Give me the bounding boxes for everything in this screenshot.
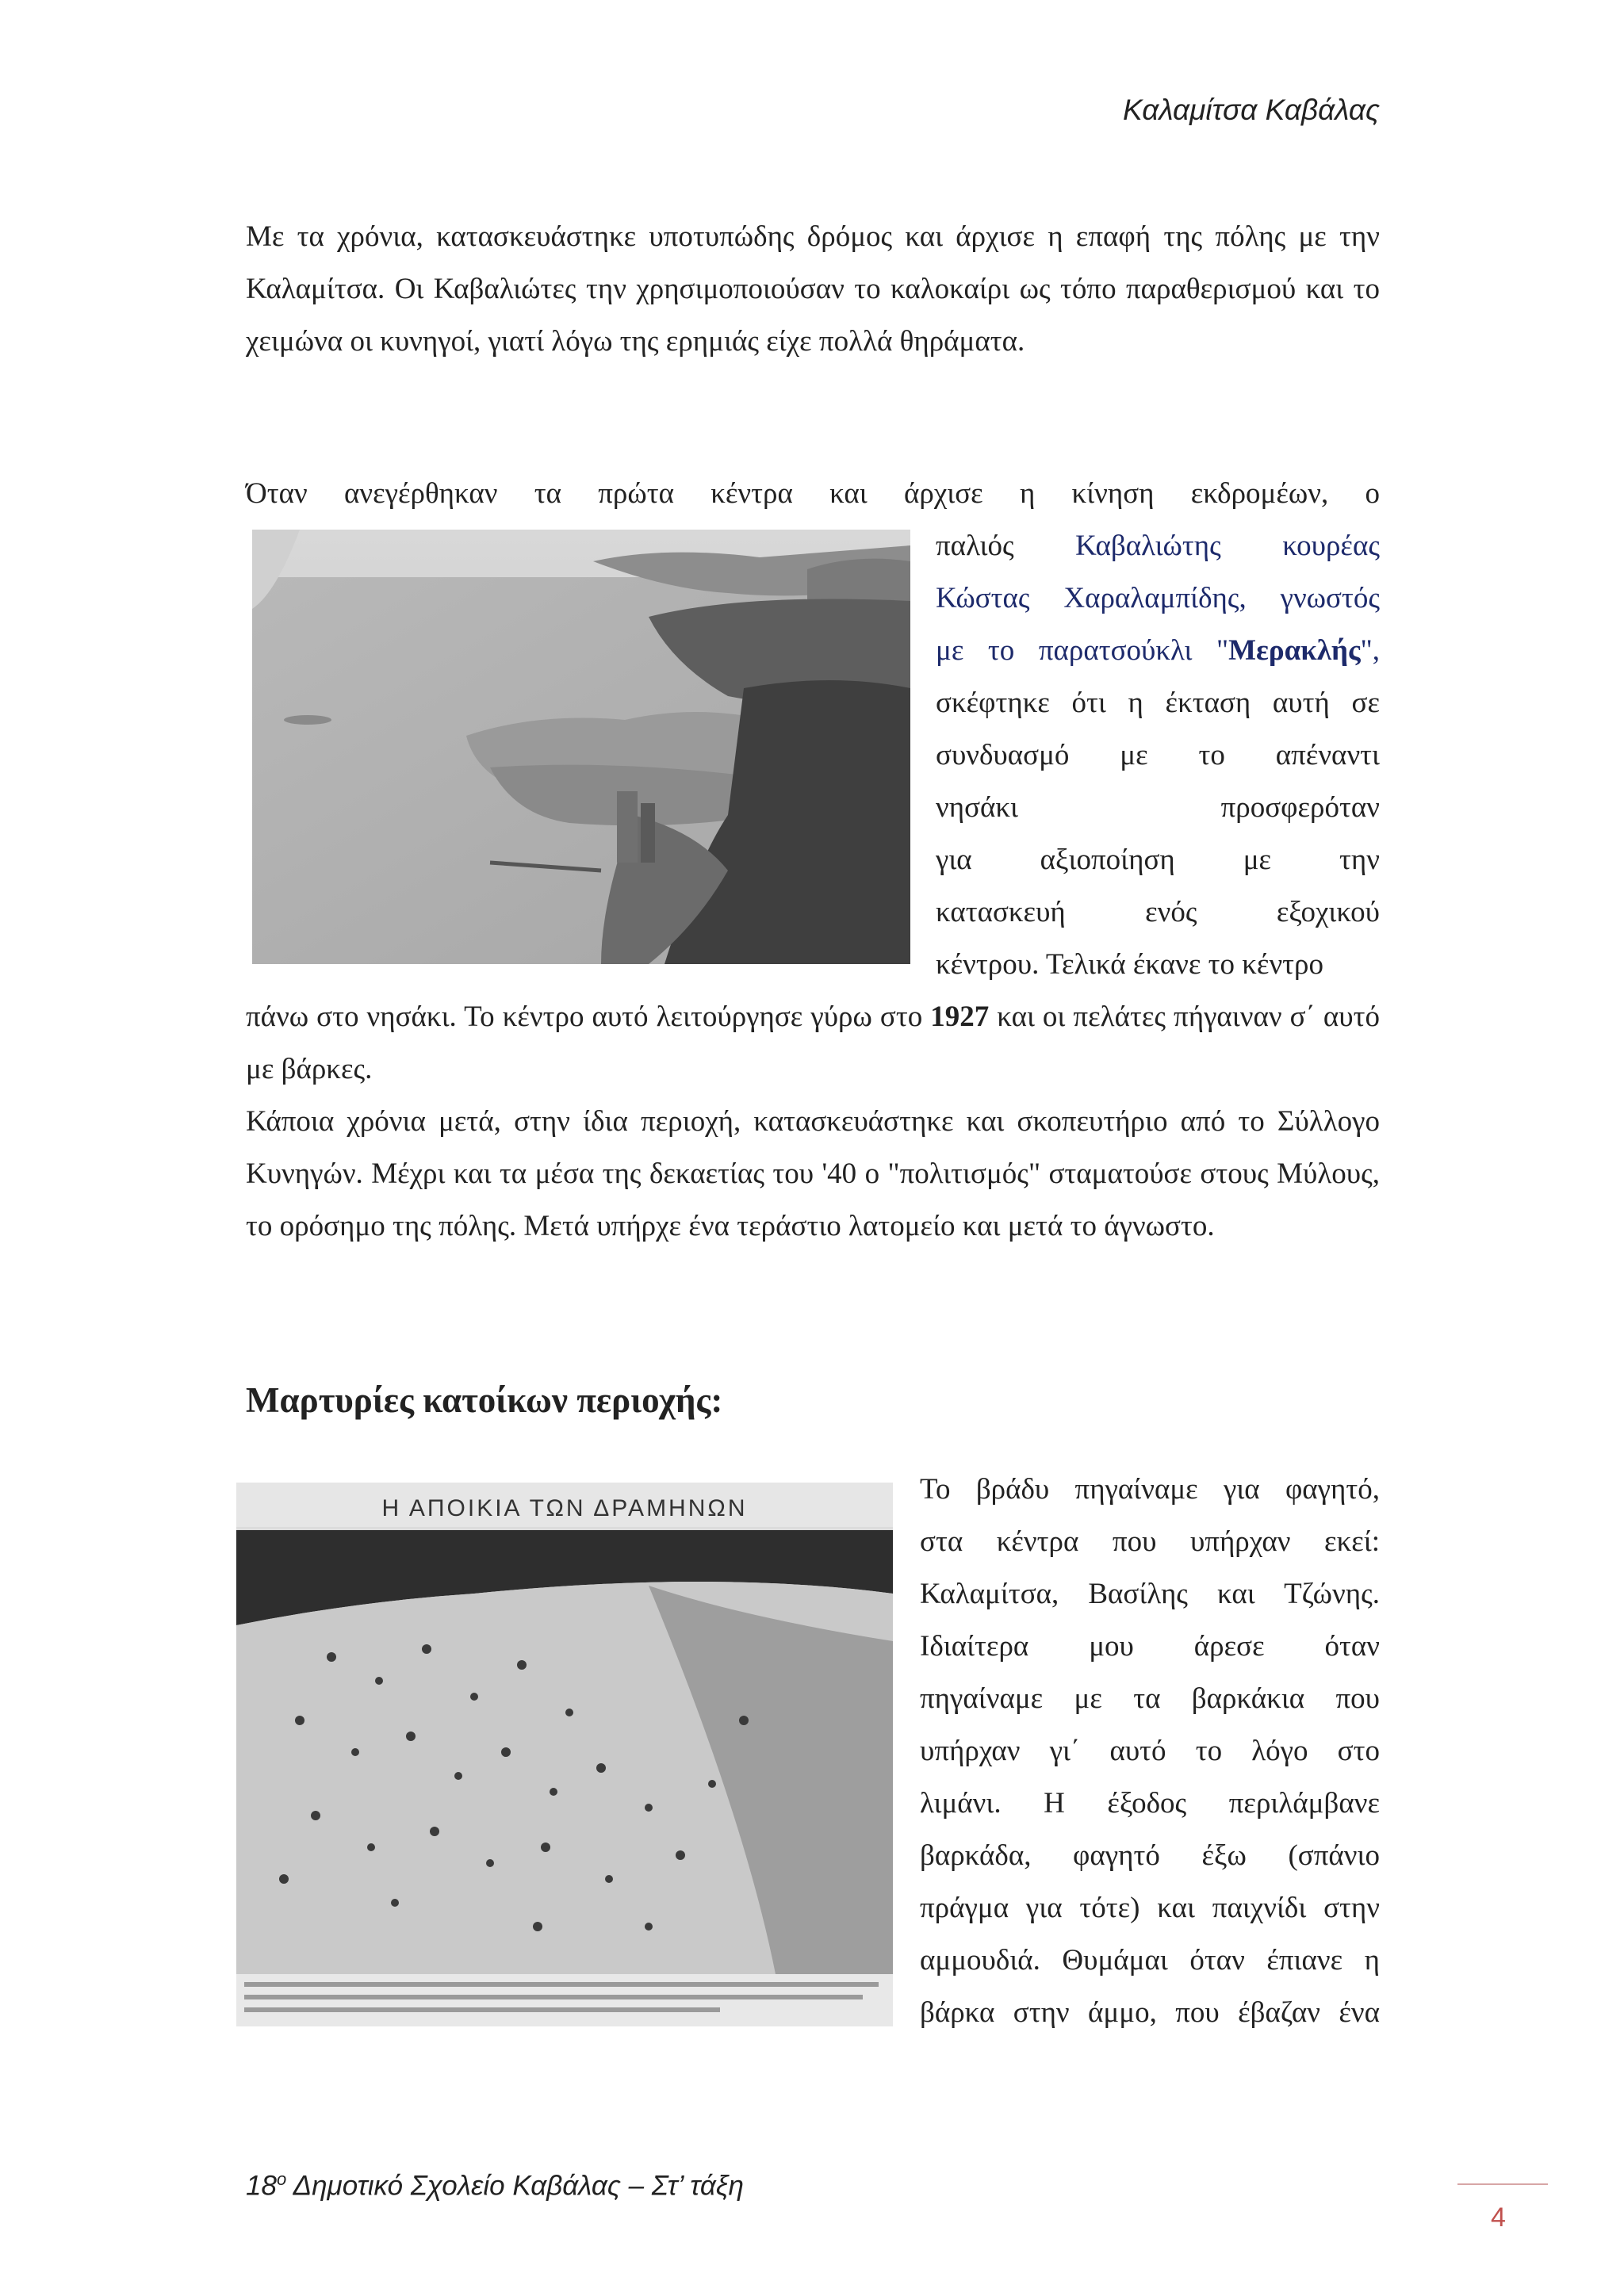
- crowded-beach-illustration: [236, 1483, 893, 2026]
- wrapped-text-column: [936, 520, 1380, 991]
- page-number-rule: [1457, 2183, 1548, 2185]
- testimony-line: πράγμα για τότε) και παιχνίδι στην: [920, 1892, 1380, 1924]
- year-bold: 1927: [930, 1001, 990, 1033]
- tail-text: πάνω στο νησάκι. Το κέντρο αυτό λειτούργησε γύρω στο: [246, 1001, 931, 1033]
- testimony-line: πηγαίναμε με τα βαρκάκια που: [920, 1682, 1380, 1715]
- col-text-highlight: ",: [1360, 634, 1380, 667]
- aerial-coast-illustration: [252, 530, 910, 964]
- testimony-line: Καλαμίτσα, Βασίλης και Τζώνης.: [920, 1578, 1380, 1610]
- paragraph-centers-tail: [246, 991, 1380, 1096]
- testimony-column: [920, 1464, 1380, 2039]
- paragraph-roads: Με τα χρόνια, κατασκευάστηκε υποτυπώδης δρόμος και άρχισε η επαφή της πόλης με την Καλαμίτσα. Οι Καβαλιώτες την χρησιμοποιούσαν το καλοκαίρι ως τόπο παραθερισμού και το χειμώνα οι κυνηγοί, γιατί λόγω της ερημιάς είχε πολλά θηράματα.: [246, 220, 1380, 358]
- testimony-line: βάρκα στην άμμο, που έβαζαν ένα: [920, 1996, 1380, 2029]
- col-line-6: νησάκι προσφερόταν: [936, 791, 1380, 824]
- page-number: 4: [1491, 2202, 1506, 2233]
- testimony-line: λιμάνι. Η έξοδος περιλάμβανε: [920, 1787, 1380, 1820]
- col-text-highlight: με το παρατσούκλι ": [936, 634, 1229, 667]
- col-line-8: κατασκευή ενός εξοχικού: [936, 896, 1380, 928]
- footer-superscript: ο: [276, 2169, 287, 2189]
- col-line-7: για αξιοποίηση με την: [936, 844, 1380, 876]
- testimony-line: αμμουδιά. Θυμάμαι όταν έπιανε η: [920, 1944, 1380, 1976]
- col-text-highlight: Καβαλιώτης κουρέας: [1075, 530, 1380, 562]
- running-header: Καλαμίτσα Καβάλας: [1123, 94, 1380, 126]
- col-line-9: κέντρου. Τελικά έκανε το κέντρο: [936, 948, 1324, 981]
- col-line-2: Κώστας Χαραλαμπίδης, γνωστός: [936, 582, 1380, 614]
- col-line-5: συνδυασμό με το απέναντι: [936, 739, 1380, 771]
- col-line-3: [936, 625, 1380, 677]
- col-text: παλιός: [936, 530, 1076, 562]
- col-line-4: σκέφτηκε ότι η έκταση αυτή σε: [936, 687, 1380, 719]
- col-line-1: [936, 520, 1380, 572]
- nickname-bold: Μερακλής: [1228, 634, 1361, 667]
- testimony-line: υπήρχαν γι΄ αυτό το λόγο στο: [920, 1735, 1380, 1767]
- paragraph-shooting-range: Κάποια χρόνια μετά, στην ίδια περιοχή, κατασκευάστηκε και σκοπευτήριο από το Σύλλογο Κυνηγών. Μέχρι και τα μέσα της δεκαετίας του '40 ο "πολιτισμός" σταματούσε στους Μύλους, το ορόσημο της πόλης. Μετά υπήρχε ένα τεράστιο λατομείο και μετά το άγνωστο.: [246, 1105, 1380, 1242]
- section-heading: Μαρτυρίες κατοίκων περιοχής:: [246, 1380, 723, 1420]
- footer-text: Δημοτικό Σχολείο Καβάλας – Στ’ τάξη: [286, 2170, 744, 2202]
- testimony-line: βαρκάδα, φαγητό έξω (σπάνιο: [920, 1839, 1380, 1872]
- footer-school: [246, 2169, 744, 2202]
- tail-text: και οι πελάτες πήγαιναν σ΄ αυτό με βάρκες.: [246, 1001, 1380, 1085]
- testimony-line: στα κέντρα που υπήρχαν εκεί:: [920, 1525, 1380, 1558]
- testimony-line: Το βράδυ πηγαίναμε για φαγητό,: [920, 1473, 1380, 1506]
- crowded-beach-photo: [236, 1483, 893, 2026]
- photo-caption-title: Η ΑΠΟΙΚΙΑ ΤΩΝ ΔΡΑΜΗΝΩΝ: [381, 1495, 748, 1521]
- paragraph-centers-first-line: Όταν ανεγέρθηκαν τα πρώτα κέντρα και άρχισε η κίνηση εκδρομέων, ο: [246, 477, 1380, 510]
- footer-number: 18: [246, 2170, 277, 2202]
- testimony-line: Ιδιαίτερα μου άρεσε όταν: [920, 1630, 1380, 1663]
- aerial-coast-photo: [252, 530, 910, 964]
